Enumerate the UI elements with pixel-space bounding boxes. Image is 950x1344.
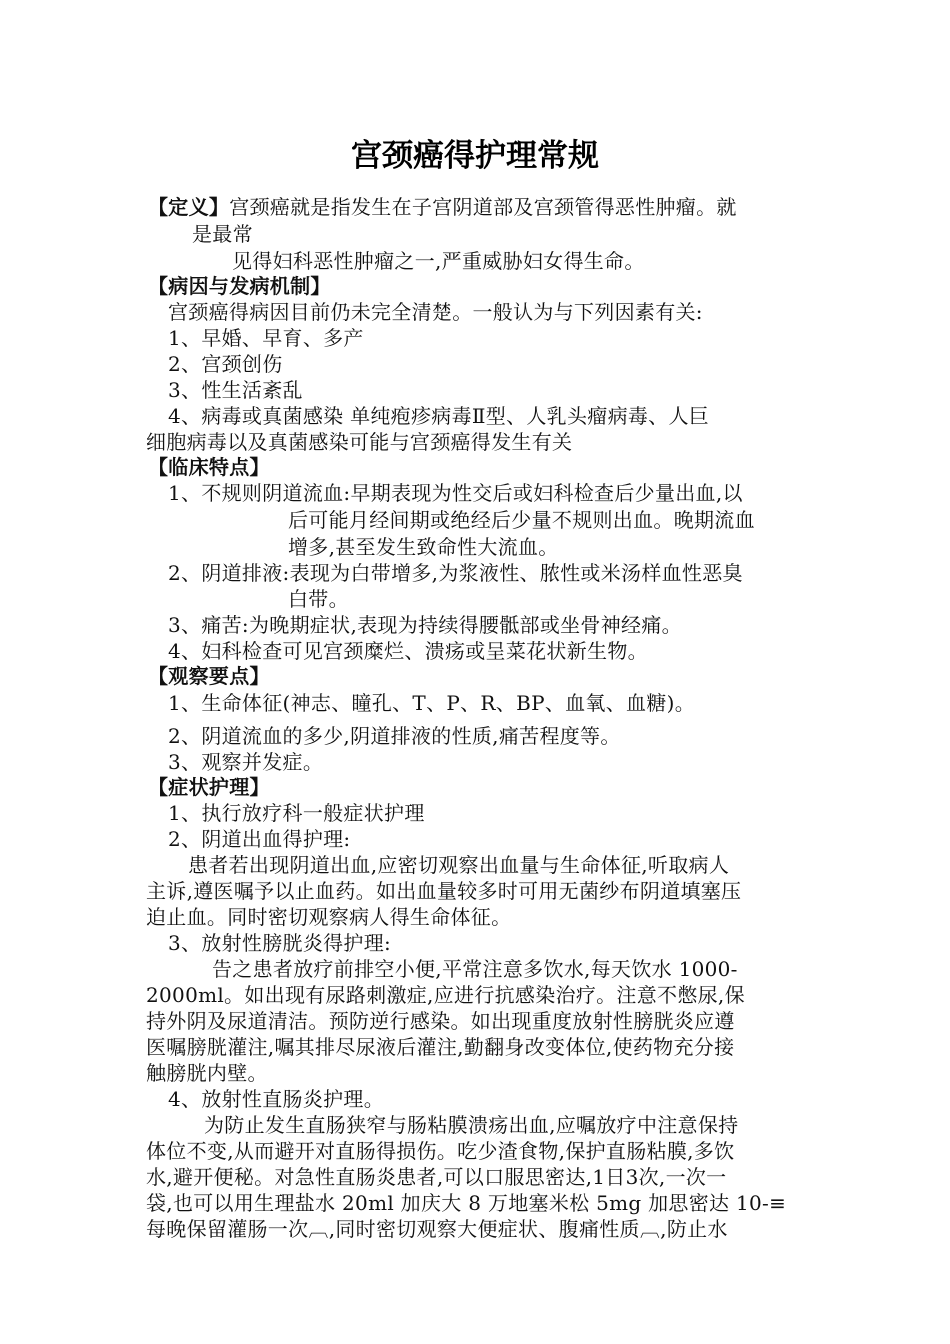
nursing-item-4-para-line: 水,避开便秘。对急性直肠炎患者,可以口服思密达,1日3次,一次一 — [146, 1165, 727, 1189]
etiology-item-2: 2、宫颈创伤 — [168, 352, 283, 376]
etiology-heading: 【病因与发病机制】 — [148, 274, 331, 298]
nursing-item-4-para-line: 袋,也可以用生理盐水 20ml 加庆大 8 万地塞米松 5mg 加思密达 10-≡ — [146, 1191, 787, 1215]
nursing-item-3: 3、放射性膀胱炎得护理: — [168, 931, 392, 955]
nursing-item-4-para-line: 体位不变,从而避开对直肠得损伤。吃少渣食物,保护直肠粘膜,多饮 — [146, 1139, 735, 1163]
definition-line-1 — [148, 193, 737, 221]
definition-line-2: 是最常 — [192, 222, 253, 246]
definition-line-3: 见得妇科恶性肿瘤之一,严重威胁妇女得生命。 — [232, 249, 645, 273]
clinical-item-1-line-3: 增多,甚至发生致命性大流血。 — [288, 535, 559, 559]
clinical-item-3: 3、痛苦:为晚期症状,表现为持续得腰骶部或坐骨神经痛。 — [168, 613, 682, 637]
nursing-item-4-para-line: 每晚保留灌肠一次︹,同时密切观察大便症状、腹痛性质︹,防止水 — [146, 1217, 728, 1241]
observation-heading: 【观察要点】 — [148, 664, 270, 688]
nursing-item-2-para-line: 迫止血。同时密切观察病人得生命体征。 — [146, 905, 512, 929]
nursing-item-4-para-line: 为防止发生直肠狭窄与肠粘膜溃疡出血,应嘱放疗中注意保持 — [204, 1113, 739, 1137]
clinical-item-4: 4、妇科检查可见宫颈糜烂、溃疡或呈菜花状新生物。 — [168, 639, 648, 663]
etiology-item-3: 3、性生活紊乱 — [168, 378, 303, 402]
nursing-item-3-para-line: 医嘱膀胱灌注,嘱其排尽尿液后灌注,勤翻身改变体位,使药物充分接 — [146, 1035, 735, 1059]
clinical-item-1-line-1: 1、不规则阴道流血:早期表现为性交后或妇科检查后少量出血,以 — [168, 481, 743, 505]
nursing-item-2-para-line: 患者若出现阴道出血,应密切观察出血量与生命体征,听取病人 — [188, 853, 730, 877]
clinical-heading: 【临床特点】 — [148, 455, 270, 479]
definition-text-1: 宫颈癌就是指发生在子宫阴道部及宫颈管得恶性肿瘤。就 — [229, 195, 737, 219]
observation-item-3: 3、观察并发症。 — [168, 750, 324, 774]
nursing-item-4: 4、放射性直肠炎护理。 — [168, 1087, 385, 1111]
nursing-item-1: 1、执行放疗科一般症状护理 — [168, 801, 425, 825]
nursing-item-3-para-line: 2000ml。如出现有尿路刺激症,应进行抗感染治疗。注意不憋尿,保 — [146, 983, 745, 1007]
definition-heading: 【定义】 — [148, 195, 230, 219]
nursing-item-3-para-line: 告之患者放疗前排空小便,平常注意多饮水,每天饮水 1000- — [212, 957, 738, 981]
etiology-item-1: 1、早婚、早育、多产 — [168, 326, 364, 350]
etiology-item-4-cont: 细胞病毒以及真菌感染可能与宫颈癌得发生有关 — [146, 430, 573, 454]
nursing-item-2-para-line: 主诉,遵医嘱予以止血药。如出血量较多时可用无菌纱布阴道填塞压 — [146, 879, 742, 903]
etiology-item-4: 4、病毒或真菌感染 单纯疱疹病毒Ⅱ型、人乳头瘤病毒、人巨 — [168, 404, 710, 428]
clinical-item-2-line-1: 2、阴道排液:表现为白带增多,为浆液性、脓性或米汤样血性恶臭 — [168, 561, 743, 585]
observation-item-1: 1、生命体征(神志、瞳孔、T、P、R、BP、血氧、血糖)。 — [168, 691, 696, 715]
clinical-item-2-line-2: 白带。 — [288, 587, 349, 611]
etiology-intro: 宫颈癌得病因目前仍未完全清楚。一般认为与下列因素有关: — [168, 300, 703, 324]
nursing-item-2: 2、阴道出血得护理: — [168, 827, 351, 851]
nursing-item-3-para-line: 持外阴及尿道清洁。预防逆行感染。如出现重度放射性膀胱炎应遵 — [146, 1009, 735, 1033]
page-title: 宫颈癌得护理常规 — [351, 138, 599, 174]
observation-item-2: 2、阴道流血的多少,阴道排液的性质,痛苦程度等。 — [168, 724, 621, 748]
nursing-item-3-para-line: 触膀胱内壁。 — [146, 1061, 268, 1085]
nursing-heading: 【症状护理】 — [148, 775, 270, 799]
clinical-item-1-line-2: 后可能月经间期或绝经后少量不规则出血。晚期流血 — [288, 508, 755, 532]
